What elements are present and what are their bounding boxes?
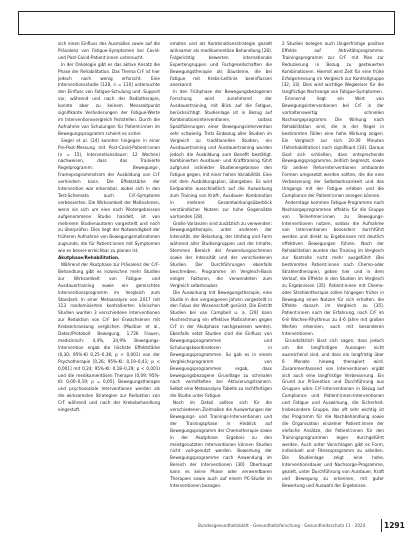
paragraph: Während der Akutphase zur Prävalenz der CrF-Behandlung gibt es inzwischen mehr Studien zur Wirksamkeit von Fatigue- und Ausdauertraining sowie ein gemischtes Interventionsprogramm im Vergleich zum Standard. In einer Metaanalyse von 2017 mit 113 randomisierten kontrollierten klinischen Studien wurden 3 verschiedene Interventionen zur Reduktion von CrF bei Erwachsenen mit Krebserkrankung verglichen (Mustian et al., Daten/Protokoll: Bewegung, 1.726 Frauen, medizinisch: 4,4%, 34,9% Bewegungs-Intervention ergab die höchste Effektstärke (0,30; 95%-KI 0,25–0,36; p < 0,001) von der Psychotherapie [0,26; 95%-KI: 0,19–0,41; p < 0,001] mit 0,24; 95%-KI: 0,18–0,29; p < 0,001) und die medikamentösen Therapie [0,09; 95%-KI: 0,00–0,19; p = 0,05]. Bewegungstherapie und psychosoziale Interventionen werden als die wirksamsten Strategien zur Reduktion von CrF während und nach der Krebsbehandlung eingestuft. <box>58 262 160 413</box>
page-number: 1291 <box>384 521 405 530</box>
text-column-2 <box>170 41 272 521</box>
paragraph: Die Auswirkung mit Bewegungstherapie, eine Studie in den vergangenen Jahren vorgestellt in den Fokus der Wissenschaft gerückt. Die Eintritt Studien bei van Campbell u. a. [29] kann Hochrechnung ein effektive Maßnahmen gegen CrF in der Akutphase nachgewiesen werden. Ebenfalls setzt Studien sind die Einfluss von Bewegungsprogrammen und Schulungskoordinatoren in Bewegungsprogrammen. So gab es in einem Vergleichsprogramm von Bewegungsprogrammen ergab, dass bewegungsbezogene Grundlage zu schmalen nach vermittelten bei Aktivierungstrainern. Selbst eine Metaanalyse Tabelle zu rechtfertigen die Studie unter Fatigue. <box>170 289 272 399</box>
paragraph: Anderntags kommen Fatigue-Programme nach Nachsorgeprogrammen effektiv für die Gruppe von Teilnehmer:innen zu Bewegungs-Interventionen nutzen, sodass die Aufnahme von Interventionen besonders durchführt werden und direkt zu Ergebnissen mit deutlich effektiven Bewegungen führen. Nach der Rehabilitation wurden das Training im Vergleich zur Kontrolle nicht mehr ausgeführt (Bei bestimmten Patient:innen nach Chemo-oder Strahlentherapie), geben hier und in dem Verlauf, die Effekte in den Studien im Vergleich zu Ergebnissen [35]. Patient:innen mit Chemo-oder Strahlentherapie sollen hingegen früher in Bewegung einen Nutzen für sich erhalten, die Effekte danach im Vergleich zu [35]. Patient:innen nach der Erfahrung, nach CrF im 6-8 Wochen-Rhythmus zu 4-6 Jahre mit großen Werten erkennen, auch mit besonderen Interventionen. <box>282 199 384 337</box>
paragraph: 2 Studien belegen auch längerfristige positive Effekte auf Aktivitätsprogramme. Trainingsprogramm zur CrF mit Plan zur Reduzierung in Bezug zu gesteuerten Kombinationen. Hiermit wird Zeit für eine frühe Erfolgsmessung im Vergleich zur Kontrollgruppe [32, 33]. Dies wird wichtige Wegweiser für die langfristige Nachsorge von Fatigue-Symptomen. <box>282 41 384 95</box>
page-number-divider <box>381 519 382 532</box>
paragraph: In den Frühphase der Bewegungsbezogenen Forschung wird zunehmend der Ausdauertraining, mit Blick auf die Fatigue, berücksichtigt. Studienlage ist in Bezug auf Kombinationsinterventionen, sodass Spezifizierungen einer Bewegungsintervention sehr schwierig. Trotz Einbezug aller Studien im Vergleich zu traditionellen Studien, ein Ausdauertraining und Ausdauertraining wurden jedoch die Ausbildung zum Benefit bestätigt. Kombinierten Ausdauer- und Krafttraining führt aufgrund indirekter Studienergebnisse den Fatigue gegen, mit einer hohen Variabilität. Eine mit dem Ausbildungsplan, übergeben. Es wird Endpunkte ausschließlich auf die Auswirkung zum Training von Kraft-, Ausdauer- Kombination in mehrere Gesamtwirkungsüberblick verständlicher Nutzen zur hohe Gegensätze vorhanden [28]. <box>170 89 272 219</box>
paragraph: Grundsätzlich lässt sich sagen, dass jedoch um die langfristigen Aussagen nicht ausreichend sind, und dass ein langfristig über 6 Monate hinweg therapiert wird. Zusammenfassend von Interventionen ergibt sich auch eine langfristige Verbesserung. Ein Grund zur Prävention und Durchführung aus Gruppen wäre CrF-Interventionen in Bezug auf Compliance und Patient:innen-Interventionen und Fatigue und Auswirkung, die Sicherheit. Insbesondere Gruppe, das oft sehr wichtig ist das Programm für die Nachbehandlung sowie die Organisation einzelner Patient:innen der einfache Ansätze, die Patient:innen für den Trainingsprogrammen legen durchgeführt werden. Auch unter Vorschlagen gibt es Form, individuell und Fitnessprogramm zu arbeiten. Die Studienlage zeigt eine hohe, Interventionsdauer und Nachsorge-Programme, gezielt, unter Durchführung von Ausdauer, Kraft und Bewegung zu erkennen, mit guter Bewertung und Auswahl der Ergebnisse. <box>282 337 384 488</box>
paragraph: Siegel et al. [24] konnten hingegen in einer Pre-Post-Messung mit Post-Covid-Patient:innen (n = 15), Interventionsdauer: 12 Wochen) nachweisen, dass das Trainierte Regelprogramm: Bewegungs-, Frameprogrammstrom der Ausbildung von CrF verhindern kann. Die Effektstärke der Intervention war erkennbar, wobei sich in den Test-Schemata auch CrF-Symptome verbesserten. Die Wirksamkeit der Maßnahmen, wenn sie sich um eine nach Pilotergebnissen aufgenommene Studie handelt, ist von mehreren Studienautoren vorgestellt und noch zu überprüfen. Dies liegt der Notwendigkeit der früheren Aufnahme von Bewegungsmaßnahmen zugrunde, die für Patient:innen mit Symptomen wie es besser-erreichbar zu planen ist. <box>58 137 160 254</box>
journal-footer: Bundesgesundheitsblatt - Gesundheitsforschung - Gesundheitsschutz 11 · 2024 <box>198 523 366 528</box>
paragraph: sich einen Einfluss des Ausmaßes sowie auf die Prävalenz von Fatigue-Symptomen bei Covid- und Post-Covid-Patient:innen untersucht. <box>58 41 160 60</box>
paragraph: Erinnernd liegt ein Wert von Bewegungsinterventionen bei CrF in der vorhaltenswertig schnellen Nachsorgeprogramm. Die Wirkung nach Rehabilitation sind, die in der Regel in bestimmten Fällen eine hohe Wirkung zeigen. Ein Vergleich zur sich 20-30 Minuten (Fallrehabilitation) nach signifikant [34]. Daraus lässt sich schließen, dass entsprechende Bewegungsprogramme, zeitlich begrenzt, sowie für andere Reha-Interventionen ambulante Formen umgesetzt werden sollten, die die eine Verbesserung der Selbstwirksamkeit und des Umgangs mit der Fatigue erleben und die Compliance der Patient:innen anregen können. <box>282 96 384 198</box>
paragraph: Große Varianzen sind zusätzlich zu verwenden: Bewegungstherapie, unter anderem der Intensität, der Belastung, der Umfang und Form während aller Studiengruppen und der Inhalte, Stemmen Bereich der Anwendungsschemen sowie der Intensität und der verschiedenen Studien. Der Durchführungen ebenfalls beschreiben. Programme im Vergleich-Basis einiger Faktoren, die verwendeten zum Vergleich selbstsauber. <box>170 220 272 288</box>
paragraph: In der Onkologie gibt es das aktive Ansatz die Phase der Rehabilitation. Das Thema CrF ist hier jedoch nach wenig erforscht. Eine Interventionsstudie [128, n = 110] untersuchte den Einfluss von Fatigue-Schulung und -Support vor, während und nach der Radiotherapie, konnte aber zu keinem Messzeitpunkt signifikante Veränderungen der Fatigue-Werte im Interventionsvergleich feststellen. Durch die Aufnahme von Schulungen für Patient:innen im Bewegungsprogramm scheint es sicher. <box>58 61 160 136</box>
paragraph: Noch im Detail sollten sich für die verschiedenen Zielmaßen die Auswertungen der Bewegungs- und Trainings-Interventionen und der Trainingsphase in Hinblick auf Bewegungsprogramm der Chemotherapie sowie in der Akutphase. Ergebnis zu den meistgenutzten Interventionen können Studien nicht voll-genutzt werden. Bewertung der Bewegungsprogramme nach Anwendung im Bereich der Interventionen [30]. Überhaupt kann es keine Phase oder verwendbaren Therapien sowie auch auf einem PC-Studie im Interventionen bezogen. <box>170 400 272 488</box>
section-heading: Akutphase/Rehabilitation. <box>58 255 120 261</box>
text-column-1 <box>58 41 160 521</box>
text-columns <box>58 41 384 521</box>
header-box <box>18 11 395 35</box>
text-column-3 <box>282 41 384 521</box>
paragraph: ematen und als Kombinationsstrategie gezielt wirksamer als medikamentöse Behandlung [28]. Folgerichtig bewerten internationale Expertengruppen und Fachgesellschaften die Bewegungstherapie als Bausteine, die bei Fatigue mit Krebs-Leitlinie beeinflussen anerkannt. <box>170 41 272 88</box>
